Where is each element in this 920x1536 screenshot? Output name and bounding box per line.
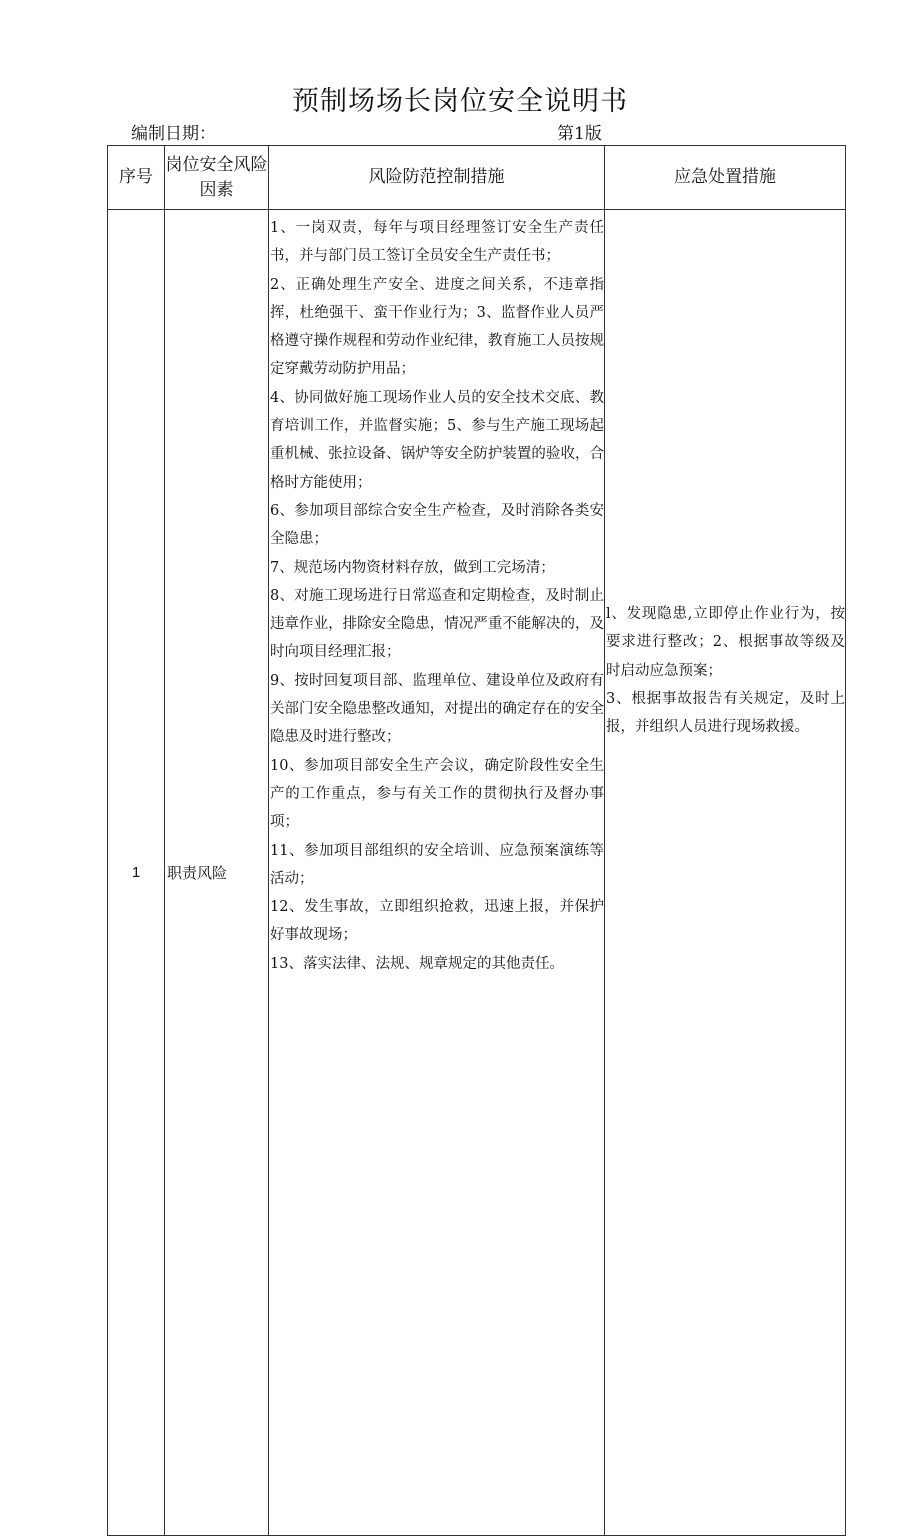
emergency-item: l、发现隐患,立即停止作业行为，按要求进行整改；2、根据事故等级及时启动应急预案； [606,606,845,679]
measure-item: 2、正确处理生产安全、进度之间关系，不违章指挥，杜绝强干、蛮干作业行为；3、监督作业人员严格遵守操作规程和劳动作业纪律，教育施工人员按规定穿戴劳动防护用品； [270,276,604,378]
measure-item: 11、参加项目部组织的安全培训、应急预案演练等活动； [270,842,604,887]
emergency-item: 3、根据事故报告有关规定，及时上报，并组织人员进行现场救援。 [606,690,845,736]
version-label: 第1版 [557,124,602,144]
measure-item: 10、参加项目部安全生产会议，确定阶段性安全生产的工作重点，参与有关工作的贯彻执行及督办事项； [270,757,604,831]
measure-item: 7、规范场内物资材料存放，做到工完场清； [270,559,555,576]
measure-item: 6、参加项目部综合安全生产检查，及时消除各类安全隐患； [270,502,604,548]
document-title: 预制场场长岗位安全说明书 [292,86,628,117]
row-seq: 1 [108,210,165,1536]
safety-responsibility-table [107,145,846,1536]
row-emergency [605,210,846,1536]
compile-date-label: 编制日期： [131,124,216,144]
measure-item: 4、协同做好施工现场作业人员的安全技术交底、教育培训工作，并监督实施；5、参与生产施工现场起重机械、张拉设备、锅炉等安全防护装置的验收，合格时方能使用； [270,389,604,491]
measure-item: 8、对施工现场进行日常巡查和定期检查，及时制止违章作业，排除安全隐患，情况严重不能解决的，及时向项目经理汇报； [270,587,604,661]
table-header-row [108,146,846,210]
measure-item: 12、发生事故，立即组织抢救，迅速上报，并保护好事故现场； [270,899,604,944]
header-risk: 岗位安全风险因素 [165,146,269,210]
header-seq: 序号 [108,146,165,210]
header-emergency: 应急处置措施 [605,146,846,210]
row-risk: 职责风险 [165,210,269,1536]
header-measures: 风险防范控制措施 [269,146,605,210]
table-row [108,210,846,1536]
measure-item: 1、一岗双责，每年与项目经理签订安全生产责任书，并与部门员工签订全员安全生产责任书； [270,220,604,265]
measure-item: 9、按时回复项目部、监理单位、建设单位及政府有关部门安全隐患整改通知，对提出的确定存在的安全隐患及时进行整改； [270,672,604,746]
row-measures [269,210,605,1536]
measure-item: 13、落实法律、法规、规章规定的其他责任。 [270,955,564,972]
